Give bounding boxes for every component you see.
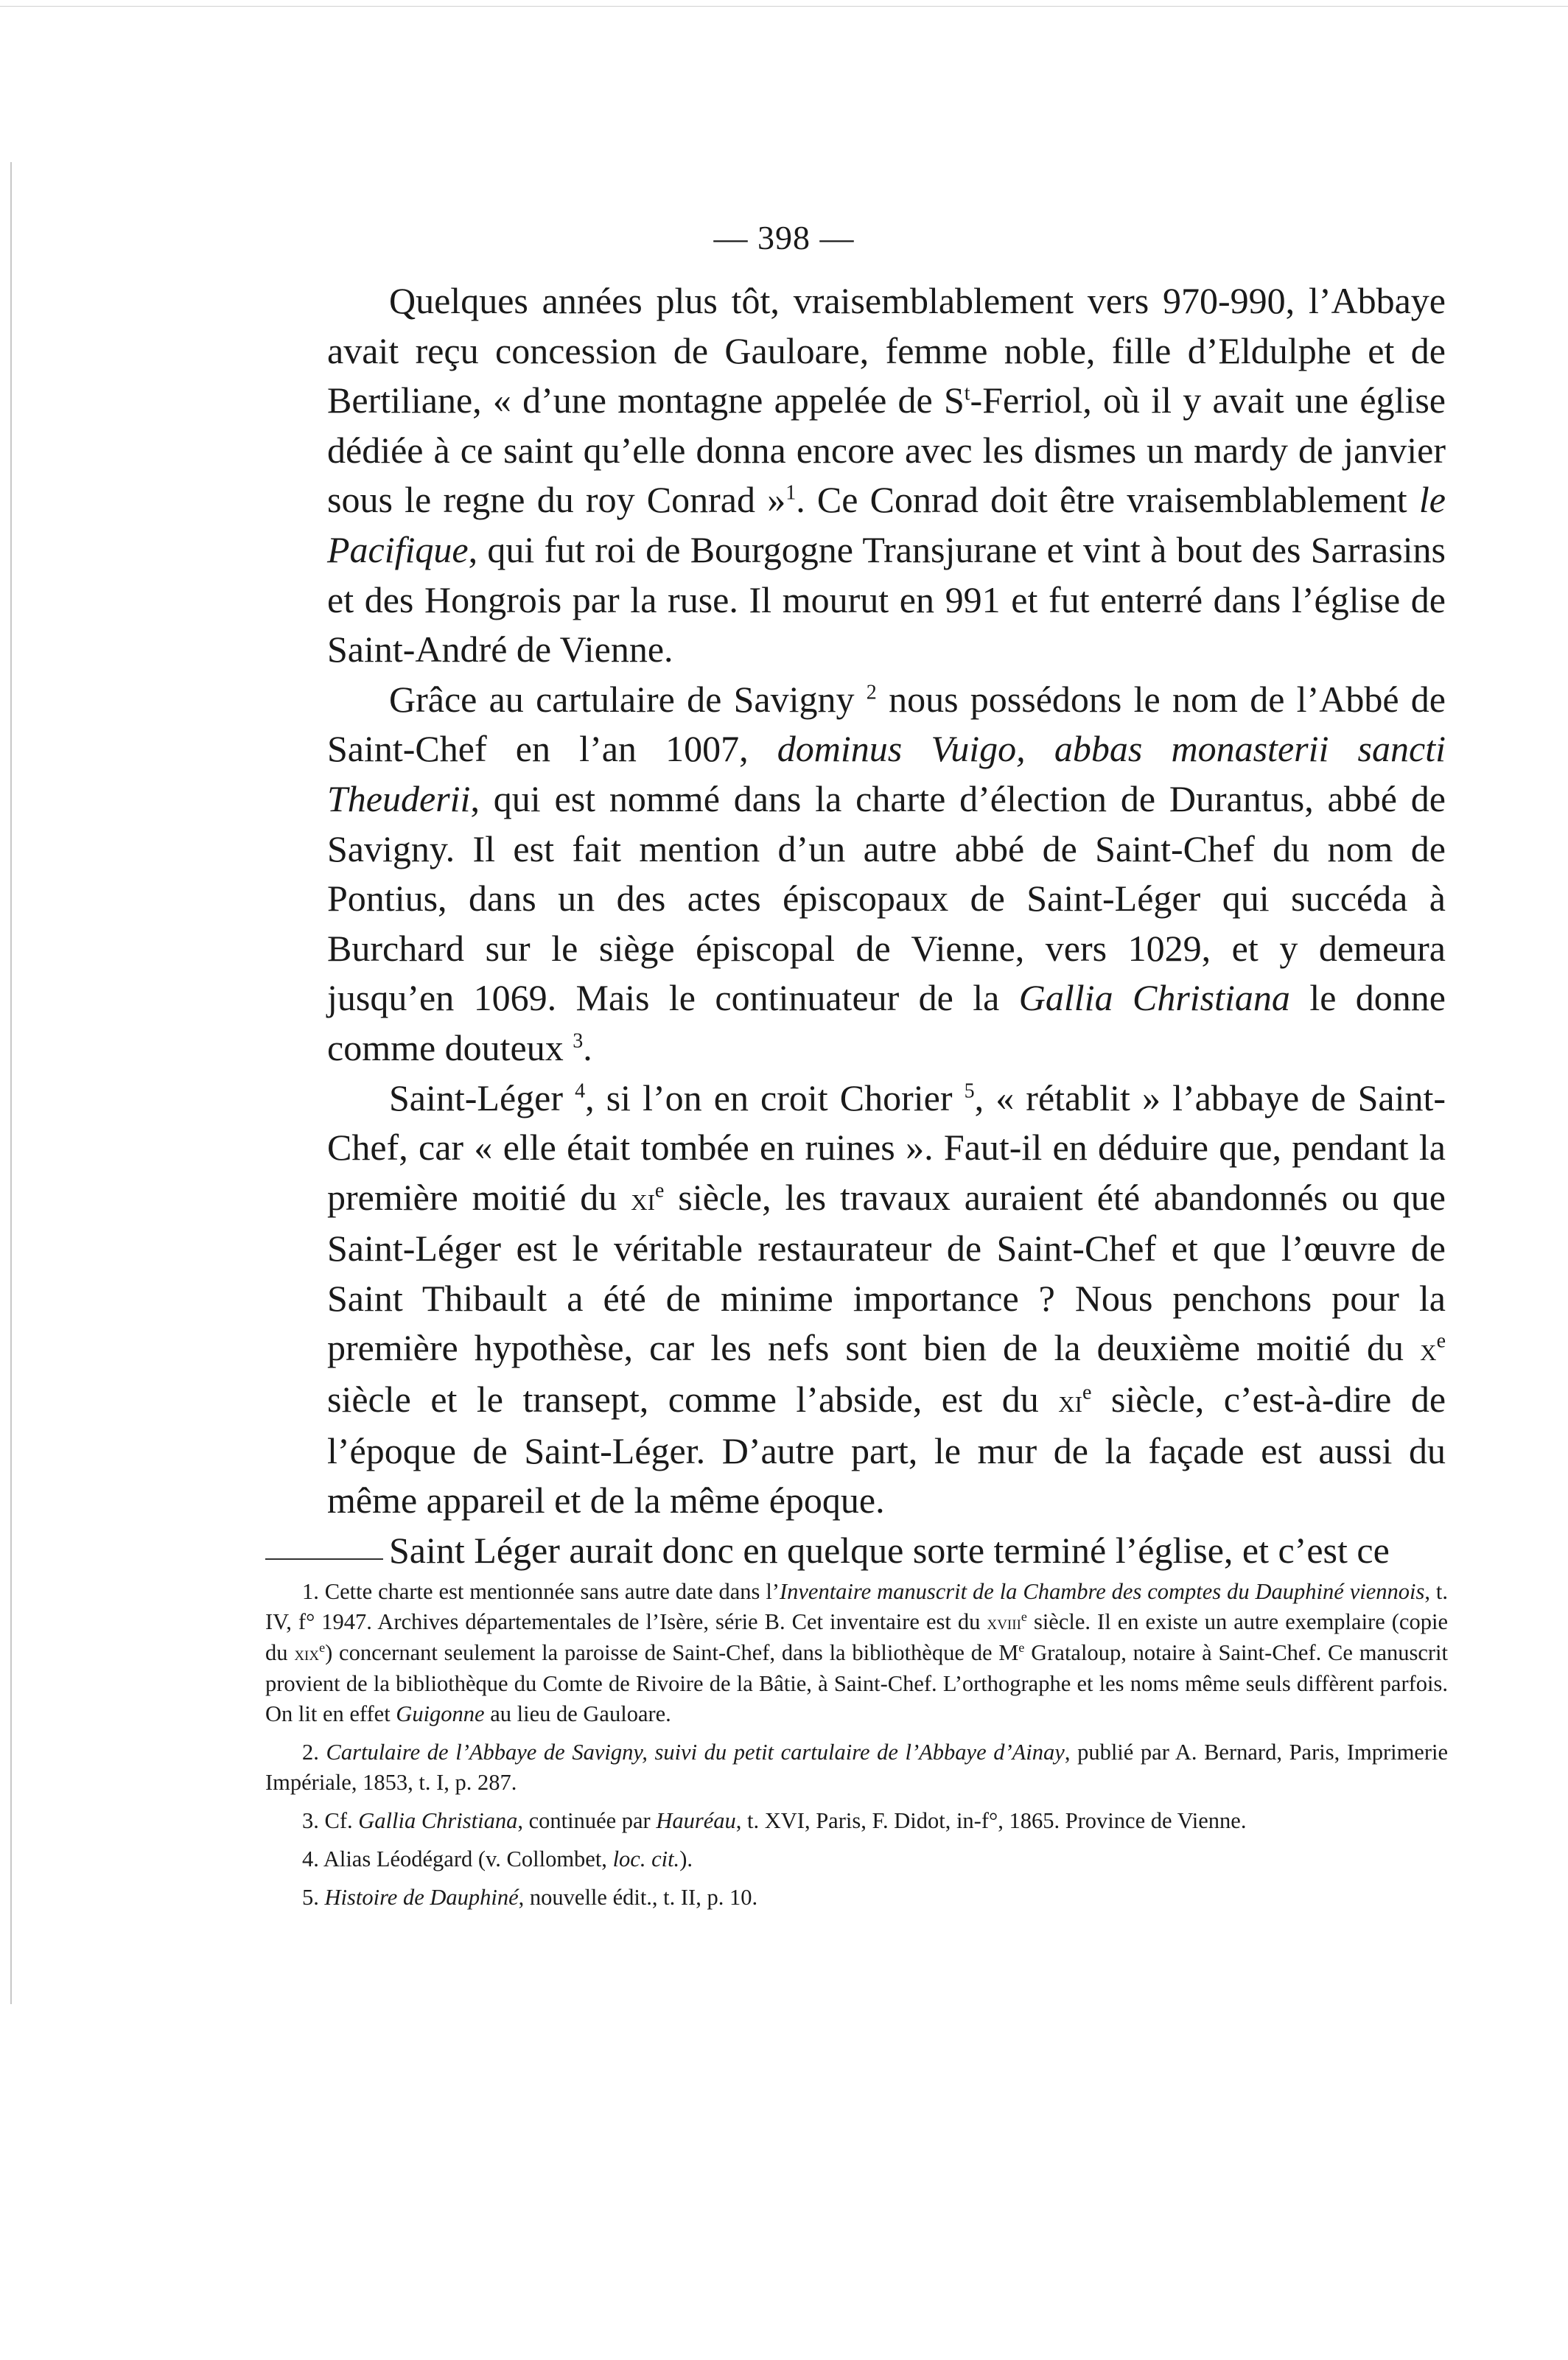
- text-run: nous possédons le nom de l’Abbé de Saint-Chef en l’an 1007,: [327, 678, 1446, 770]
- paragraph: [327, 1074, 1446, 1526]
- text-run: . Ce Conrad doit être vraisemblablement: [796, 479, 1419, 521]
- paragraph: [327, 276, 1446, 675]
- paragraph: [327, 675, 1446, 1074]
- text-run: ).: [679, 1846, 693, 1871]
- body-text: [327, 276, 1446, 1575]
- footnote: [265, 1806, 1448, 1836]
- text-run: Grataloup, notaire à Saint-Chef. Ce manuscrit provient de la bibliothèque du Comte de Rivoire de la Bâtie, à Saint-Chef. L’orthographe et les noms même seuls diffèrent parfois. On lit en effet: [265, 1640, 1449, 1726]
- text-run: , qui fut roi de Bourgogne Transjurane et vint à bout des Sarrasins et des Hongrois par la ruse. Il mourut en 991 et fut enterré dans l’église de Saint-André de Vienne.: [327, 528, 1446, 670]
- italic-text: le Pacifique: [327, 479, 1446, 570]
- text-run: siècle, c’est-à-dire de l’époque de Saint-Léger. D’autre part, le mur de la façade est aussi du même appareil et de la même époque.: [327, 1379, 1446, 1522]
- superscript: e: [1082, 1381, 1092, 1404]
- italic-text: loc. cit.: [612, 1846, 680, 1871]
- text-run: .: [583, 1026, 592, 1068]
- text-run: siècle et le transept, comme l’abside, est du: [327, 1379, 1059, 1421]
- scan-edge-left: [10, 162, 12, 2004]
- superscript: e: [654, 1179, 665, 1202]
- superscript: 2: [866, 681, 877, 704]
- superscript: e: [319, 1639, 326, 1655]
- text-run: x: [1420, 1331, 1437, 1368]
- superscript: 3: [573, 1029, 584, 1053]
- text-run: siècle. Il en existe un autre exemplaire (copie du: [265, 1609, 1448, 1665]
- footnotes: [265, 1577, 1448, 1921]
- superscript: e: [1021, 1608, 1027, 1624]
- text-run: 3. Cf.: [302, 1808, 359, 1833]
- superscript: 4: [575, 1079, 586, 1102]
- superscript: 1: [785, 481, 797, 505]
- text-run: xviii: [987, 1611, 1021, 1634]
- text-run: , t. IV, f° 1947. Archives départementales de l’Isère, série B. Cet inventaire est du: [265, 1579, 1448, 1634]
- italic-text: Inventaire manuscrit de la Chambre des comptes du Dauphiné viennois: [779, 1579, 1425, 1604]
- text-run: , continuée par: [517, 1808, 657, 1833]
- text-run: Saint-Léger: [389, 1076, 575, 1118]
- footnote: [265, 1844, 1448, 1874]
- text-run: 5.: [302, 1885, 325, 1910]
- text-run: ) concernant seulement la paroisse de Saint-Chef, dans la bibliothèque de M: [325, 1640, 1019, 1665]
- italic-text: dominus Vuigo, abbas monasterii sancti Theuderii: [327, 728, 1446, 819]
- paragraph: [327, 1526, 1446, 1576]
- text-run: le donne comme douteux: [327, 977, 1446, 1068]
- scan-edge-top: [0, 6, 1568, 7]
- text-run: , nouvelle édit., t. II, p. 10.: [518, 1885, 758, 1910]
- superscript: t: [964, 382, 970, 405]
- text-run: xi: [1058, 1383, 1082, 1420]
- footnote: [265, 1883, 1448, 1913]
- italic-text: Gallia Christiana: [358, 1808, 518, 1833]
- text-run: , t. XVI, Paris, F. Didot, in-f°, 1865. Province de Vienne.: [735, 1808, 1247, 1833]
- text-run: 1. Cette charte est mentionnée sans autre date dans l’: [302, 1579, 780, 1604]
- text-run: Quelques années plus tôt, vraisemblablement vers 970-990, l’Abbaye avait reçu concession de Gauloare, femme noble, fille d’Eldulphe et de Bertiliane, « d’une montagne appelée de S: [327, 280, 1446, 421]
- text-run: , si l’on en croit Chorier: [585, 1076, 965, 1118]
- italic-text: Guigonne: [396, 1701, 485, 1726]
- superscript: 5: [964, 1079, 975, 1102]
- text-run: 2.: [302, 1740, 326, 1765]
- text-run: , qui est nommé dans la charte d’élection de Durantus, abbé de Savigny. Il est fait mention d’un autre abbé de Saint-Chef du nom de Pontius, dans un des actes épiscopaux de Saint-Léger qui succéda à Burchard sur le siège épiscopal de Vienne, vers 1029, et y demeura jusqu’en 1069. Mais le continuateur de la: [327, 777, 1446, 1019]
- text-run: au lieu de Gauloare.: [484, 1701, 671, 1726]
- text-run: xi: [631, 1180, 655, 1217]
- footnote: [265, 1737, 1448, 1798]
- italic-text: Hauréau: [656, 1808, 736, 1833]
- text-run: Saint Léger aurait donc en quelque sorte terminé l’église, et c’est ce: [389, 1529, 1390, 1571]
- text-run: 4. Alias Léodégard (v. Collombet,: [302, 1846, 613, 1871]
- italic-text: Histoire de Dauphiné: [324, 1885, 519, 1910]
- footnote-separator: [265, 1558, 383, 1560]
- superscript: e: [1018, 1639, 1025, 1655]
- italic-text: Gallia Christiana: [1018, 977, 1290, 1019]
- text-run: , publié par A. Bernard, Paris, Imprimerie Impériale, 1853, t. I, p. 287.: [265, 1740, 1449, 1795]
- text-run: xix: [294, 1642, 320, 1664]
- italic-text: Cartulaire de l’Abbaye de Savigny, suivi du petit cartulaire de l’Abbaye d’Ainay: [326, 1740, 1065, 1765]
- text-run: Grâce au cartulaire de Savigny: [389, 678, 867, 720]
- text-run: siècle, les travaux auraient été abandonnés ou que Saint-Léger est le véritable restaurateur de Saint-Chef et que l’œuvre de Saint Thibault a été de minime importance ? Nous penchons pour la première hypothèse, car les nefs sont bien de la deuxième moitié du: [327, 1176, 1446, 1369]
- page-number: — 398 —: [713, 219, 855, 256]
- footnote: [265, 1577, 1448, 1729]
- superscript: e: [1436, 1329, 1446, 1353]
- text-run: , « rétablit » l’abbaye de Saint-Chef, car « elle était tombée en ruines ». Faut-il en déduire que, pendant la première moitié du: [327, 1076, 1446, 1218]
- text-run: -Ferriol, où il y avait une église dédiée à ce saint qu’elle donna encore avec les dismes un mardy de janvier sous le regne du roy Conrad »: [327, 379, 1446, 521]
